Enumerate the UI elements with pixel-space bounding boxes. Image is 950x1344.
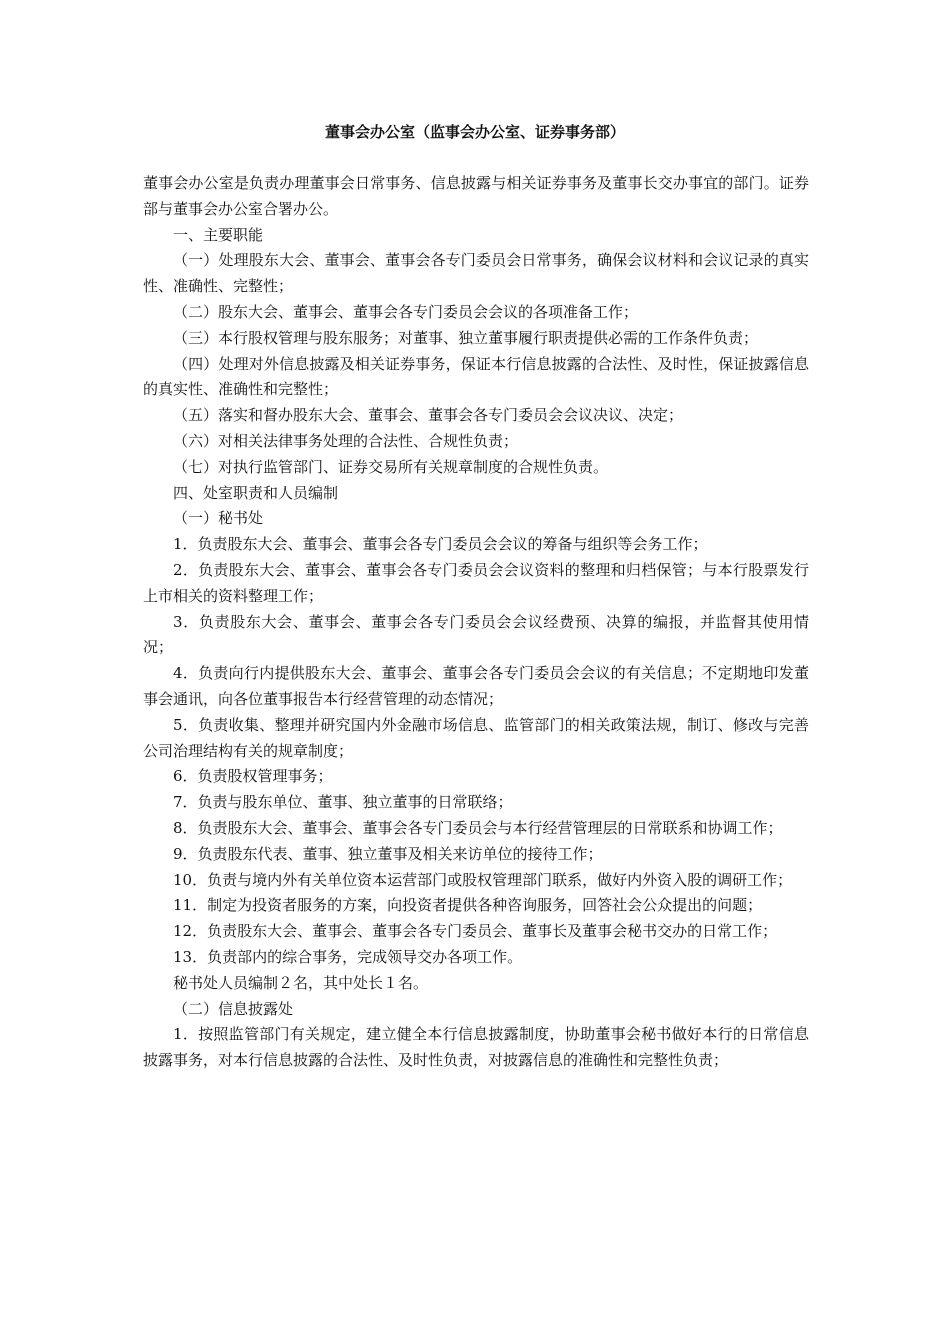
paragraph: （七）对执行监管部门、证券交易所有关规章制度的合规性负责。 — [173, 457, 609, 476]
paragraph: 5．负责收集、整理并研究国内外金融市场信息、监管部门的相关政策法规，制订、修改与完善公司治理结构有关的规章制度； — [143, 715, 809, 760]
paragraph: 7．负责与股东单位、董事、独立董事的日常联络； — [173, 793, 513, 812]
paragraph: 4．负责向行内提供股东大会、董事会、董事会各专门委员会会议的有关信息；不定期地印发董事会通讯，向各位董事报告本行经营管理的动态情况； — [143, 664, 809, 708]
paragraph: 8．负责股东大会、董事会、董事会各专门委员会与本行经营管理层的日常联系和协调工作； — [173, 818, 783, 837]
paragraph: 秘书处人员编制２名，其中处长１名。 — [173, 973, 429, 992]
paragraph: （六）对相关法律事务处理的合法性、合规性负责； — [173, 431, 519, 450]
paragraph: 2．负责股东大会、董事会、董事会各专门委员会会议资料的整理和归档保管；与本行股票发行上市相关的资料整理工作； — [143, 560, 809, 605]
paragraph: 1．按照监管部门有关规定，建立健全本行信息披露制度，协助董事会秘书做好本行的日常信息披露事务，对本行信息披露的合法性、及时性负责，对披露信息的准确性和完整性负责； — [143, 1025, 809, 1070]
paragraph: （一）秘书处 — [173, 509, 264, 528]
paragraph: （五）落实和督办股东大会、董事会、董事会各专门委员会会议决议、决定； — [173, 406, 684, 425]
paragraph: 1．负责股东大会、董事会、董事会各专门委员会会议的筹备与组织等会务工作； — [173, 535, 708, 554]
paragraph: 12．负责股东大会、董事会、董事会各专门委员会、董事长及董事会秘书交办的日常工作； — [173, 922, 778, 941]
paragraph: （二）信息披露处 — [173, 999, 294, 1018]
paragraph: （四）处理对外信息披露及相关证券事务，保证本行信息披露的合法性、及时性，保证披露信息的真实性、准确性和完整性； — [143, 354, 809, 399]
paragraph: 9．负责股东代表、董事、独立董事及相关来访单位的接待工作； — [173, 844, 603, 863]
paragraph: （一）处理股东大会、董事会、董事会各专门委员会日常事务，确保会议材料和会议记录的真实性、准确性、完整性； — [143, 251, 809, 296]
paragraph: 11．制定为投资者服务的方案，向投资者提供各种咨询服务，回答社会公众提出的问题； — [173, 896, 763, 915]
paragraph: 3．负责股东大会、董事会、董事会各专门委员会会议经费预、决算的编报，并监督其使用情况； — [143, 612, 809, 657]
paragraph: （二）股东大会、董事会、董事会各专门委员会会议的各项准备工作； — [173, 302, 639, 321]
document-body — [143, 171, 809, 1074]
paragraph: 10．负责与境内外有关单位资本运营部门或股权管理部门联系，做好内外资入股的调研工作； — [173, 870, 793, 889]
paragraph: （三）本行股权管理与股东服务；对董事、独立董事履行职责提供必需的工作条件负责； — [173, 328, 759, 347]
paragraph: 董事会办公室是负责办理董事会日常事务、信息披露与相关证券事务及董事长交办事宜的部门。证券部与董事会办公室合署办公。 — [143, 174, 809, 218]
paragraph: 一、主要职能 — [173, 225, 264, 244]
paragraph: 13．负责部内的综合事务，完成领导交办各项工作。 — [173, 947, 523, 966]
paragraph: 6．负责股权管理事务； — [173, 767, 333, 786]
paragraph: 四、处室职责和人员编制 — [173, 483, 339, 502]
document-title: 董事会办公室（监事会办公室、证券事务部） — [324, 123, 625, 141]
